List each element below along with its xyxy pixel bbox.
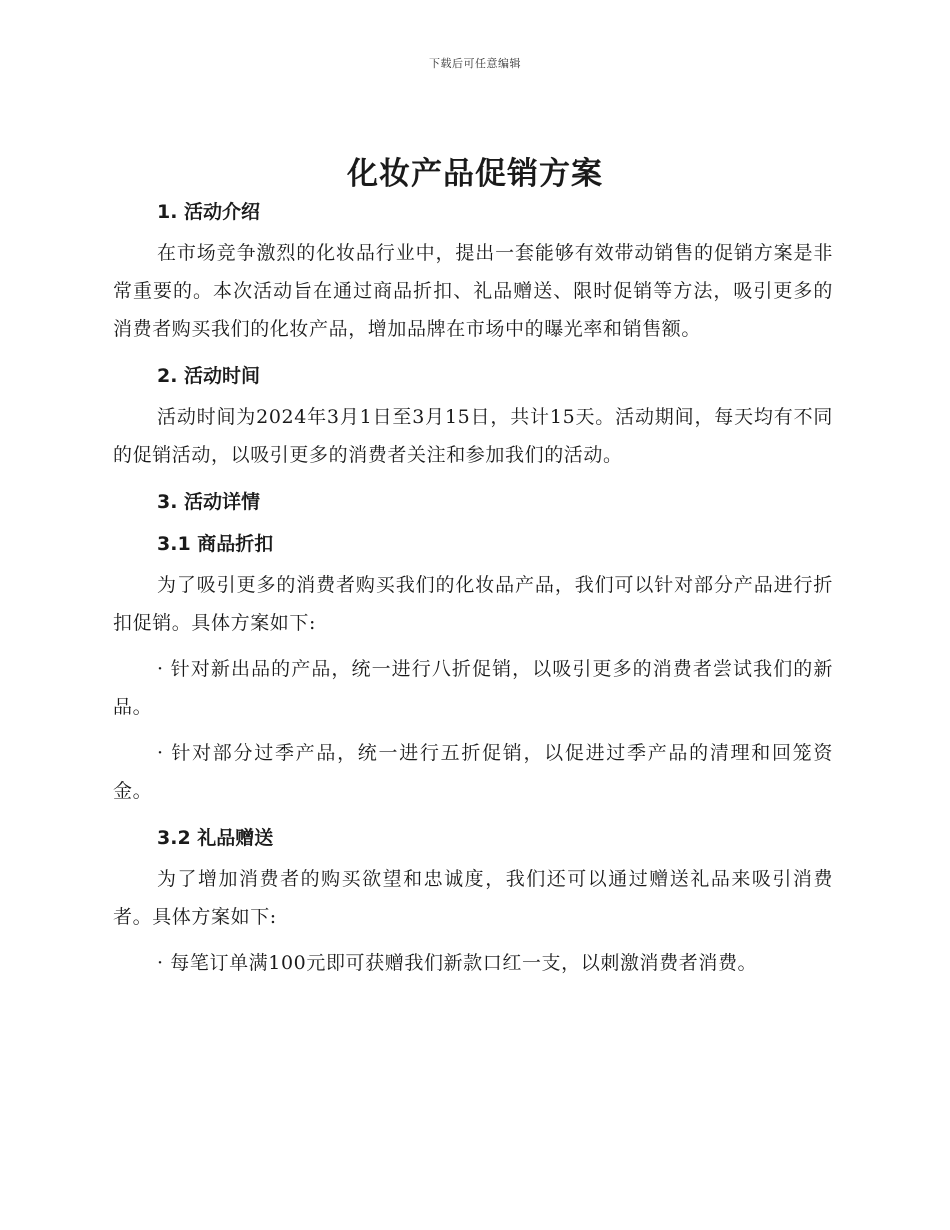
document-body [113,198,833,982]
section-heading-time: 2. 活动时间 [157,365,261,387]
bullet-new-products: · 针对新出品的产品，统一进行八折促销，以吸引更多的消费者尝试我们的新品。 [113,658,833,718]
section-heading-intro: 1. 活动介绍 [157,201,261,223]
paragraph-discount-intro: 为了吸引更多的消费者购买我们的化妆品产品，我们可以针对部分产品进行折扣促销。具体方案如下: [113,574,833,634]
bullet-lipstick-gift: · 每笔订单满100元即可获赠我们新款口红一支，以刺激消费者消费。 [157,952,758,974]
header-note: 下载后可任意编辑 [429,57,521,70]
section-heading-gifts: 3.2 礼品赠送 [157,827,274,849]
paragraph-intro: 在市场竞争激烈的化妆品行业中，提出一套能够有效带动销售的促销方案是非常重要的。本次活动旨在通过商品折扣、礼品赠送、限时促销等方法，吸引更多的消费者购买我们的化妆产品，增加品牌在市场中的曝光率和销售额。 [113,242,833,340]
section-heading-discount: 3.1 商品折扣 [157,533,274,555]
bullet-seasonal-products: · 针对部分过季产品，统一进行五折促销，以促进过季产品的清理和回笼资金。 [113,742,833,802]
section-heading-details: 3. 活动详情 [157,491,261,513]
document-title: 化妆产品促销方案 [347,156,603,192]
paragraph-time: 活动时间为2024年3月1日至3月15日，共计15天。活动期间，每天均有不同的促销活动，以吸引更多的消费者关注和参加我们的活动。 [113,406,833,466]
paragraph-gifts-intro: 为了增加消费者的购买欲望和忠诚度，我们还可以通过赠送礼品来吸引消费者。具体方案如下: [113,868,833,928]
